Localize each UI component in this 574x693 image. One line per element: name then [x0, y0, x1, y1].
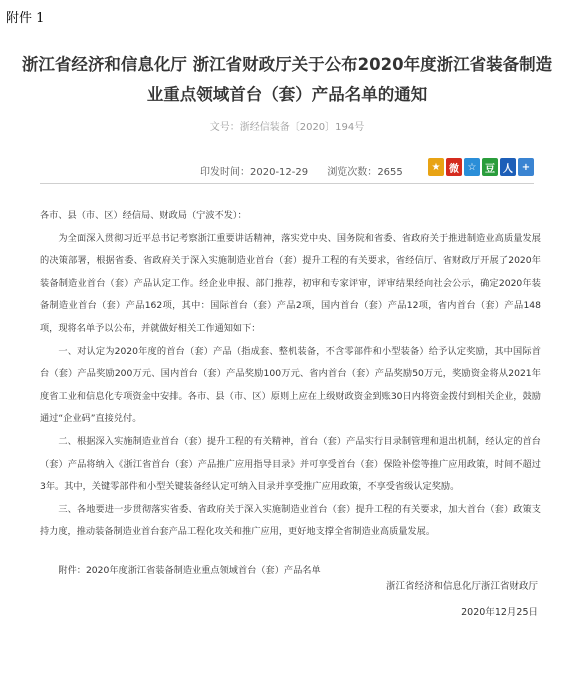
paragraph-one: 一、对认定为2020年度的首台（套）产品（指成套、整机装备，不含零部件和小型装备）给予认定奖励，其中国际首台（套）产品奖励200万元、国内首台（套）产品奖励100万元、省内首台（套）产品奖励50万元，奖励资金将从2021年度省工业和信息化专项资金中安排。各市、县（市、区）原则上应在上级财政资金到账30日内将资金拨付到相关企业，鼓励通过“企业码”直接兑付。 [40, 345, 541, 425]
attachment-note: 附件：2020年度浙江省装备制造业重点领域首台（套）产品名单 [58, 564, 321, 576]
header-divider [40, 183, 534, 184]
renren-share-icon[interactable]: 人 [500, 158, 516, 176]
paragraph-intro: 为全面深入贯彻习近平总书记考察浙江重要讲话精神，落实党中央、国务院和省委、省政府关于推进制造业高质量发展的决策部署，根据省委、省政府关于深入实施制造业首台（套）提升工程的有关要求，省经信厅、省财政厅开展了2020年装备制造业首台（套）产品认定工作。经企业申报、部门推荐，初审和专家评审，评审结果经向社会公示，确定2020年装备制造业首台（套）产品162项，其中：国际首台（套）产品2项，国内首台（套）产品12项，省内首台（套）产品148项，现将名单予以公布，并就做好相关工作通知如下： [40, 232, 541, 334]
weibo-share-icon[interactable]: 微 [446, 158, 462, 176]
issue-date: 2020年12月25日 [461, 607, 538, 618]
view-count: 2655 [377, 167, 403, 178]
publish-date-label: 印发时间： [200, 167, 250, 178]
document-number: 文号：浙经信装备〔2020〕194号 [209, 122, 365, 133]
salutation: 各市、县（市、区）经信局、财政局（宁波不发）： [40, 210, 247, 221]
qzone-share-icon[interactable]: ☆ [464, 158, 480, 176]
issuer-signature: 浙江省经济和信息化厅浙江省财政厅 [385, 581, 538, 592]
page-title: 浙江省经济和信息化厅 浙江省财政厅关于公布2020年度浙江省装备制造业重点领域首台（套）产品名单的通知 [21, 55, 553, 104]
more-share-icon[interactable]: + [518, 158, 534, 176]
share-toolbar [428, 158, 534, 176]
paragraph-two: 二、根据深入实施制造业首台（套）提升工程的有关精神，首台（套）产品实行目录制管理和退出机制，经认定的首台（套）产品将纳入《浙江省首台（套）产品推广应用指导目录》并可享受首台（套）保险补偿等推广应用政策，时间不超过3年。其中，关键零部件和小型关键装备经认定可纳入目录并享受推广应用政策，不享受省级认定奖励。 [40, 435, 541, 493]
publish-date: 2020-12-29 [250, 167, 309, 178]
meta-bar [40, 158, 534, 180]
spacer [40, 544, 541, 560]
attachment-label: 附件 1 [6, 11, 45, 26]
view-count-label: 浏览次数： [327, 167, 378, 178]
douban-share-icon[interactable]: 豆 [482, 158, 498, 176]
article-body [40, 205, 541, 583]
publish-info [200, 163, 403, 178]
paragraph-three: 三、各地要进一步贯彻落实省委、省政府关于深入实施制造业首台（套）提升工程的有关要求，加大首台（套）政策支持力度，推动装备制造业首台套产品工程化攻关和推广应用，更好地支撑全省制造业高质量发展。 [40, 503, 541, 538]
favorite-star-icon[interactable]: ★ [428, 158, 444, 176]
